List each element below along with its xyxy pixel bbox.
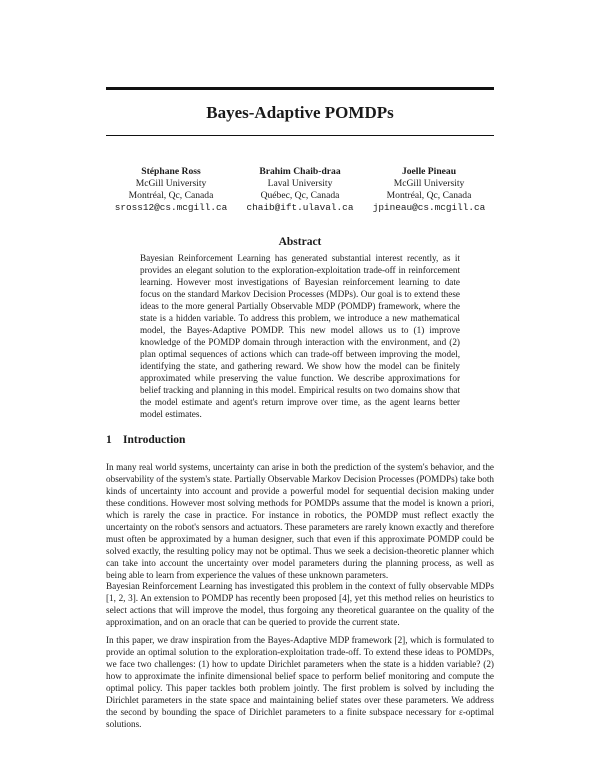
author-location: Montréal, Qc, Canada (386, 190, 472, 201)
title-bottom-rule (106, 135, 494, 136)
top-rule (106, 87, 494, 90)
author-name: Joelle Pineau (401, 166, 457, 177)
author-block (106, 166, 236, 214)
author-email: jpineau@cs.mcgill.ca (372, 202, 486, 213)
author-name: Stéphane Ross (141, 166, 201, 177)
section-heading (106, 434, 185, 446)
author-affiliation: McGill University (135, 178, 207, 189)
author-affiliation: McGill University (393, 178, 465, 189)
section-title: Introduction (123, 434, 186, 446)
author-email: sross12@cs.mcgill.ca (114, 202, 228, 213)
author-location: Québec, Qc, Canada (260, 190, 340, 201)
author-email: chaib@ift.ulaval.ca (246, 202, 354, 213)
author-block (364, 166, 494, 214)
intro-paragraph: In this paper, we draw inspiration from the Bayes-Adaptive MDP framework [2], which is formulated to provide an optimal solution to the exploration-exploitation trade-off. To extend these ideas to POMDPs, we face two challenges: (1) how to update Dirichlet parameters when the state is a hidden variable? (2) how to approximate the infinite dimensional belief space to perform belief monitoring and compute the optimal policy. This paper tackles both problem jointly. The first problem is solved by including the Dirichlet parameters in the state space and maintaining belief states over these parameters. We address the second by bounding the space of Dirichlet parameters to a finite subspace necessary for ε-optimal solutions. (106, 635, 494, 729)
section-number: 1 (106, 434, 112, 446)
author-name: Brahim Chaib-draa (259, 166, 341, 177)
intro-paragraph: Bayesian Reinforcement Learning has investigated this problem in the context of fully observable MDPs [1, 2, 3]. An extension to POMDP has recently been proposed [4], yet this method relies on heuristics to select actions that will improve the model, thus forgoing any theoretical guarantee on the quality of the approximation, and on an oracle that can be queried to provide the current state. (106, 581, 494, 627)
author-affiliation: Laval University (267, 178, 333, 189)
author-block (237, 166, 363, 214)
paper-title: Bayes-Adaptive POMDPs (206, 103, 394, 122)
intro-paragraph: In many real world systems, uncertainty can arise in both the prediction of the system's behavior, and the observability of the system's state. Partially Observable Markov Decision Processes (POMDPs) take both kinds of uncertainty into account and provide a powerful model for sequential decision making under these conditions. However most solving methods for POMDPs assume that the model is known a priori, which is rarely the case in practice. For instance in robotics, the POMDP must reflect exactly the uncertainty on the robot's sensors and actuators. These parameters are rarely known exactly and therefore must often be approximated by a human designer, such that even if this approximate POMDP could be solved exactly, the resulting policy may not be optimal. Thus we seek a decision-theoretic planner which can take into account the uncertainty over model parameters during the planning process, as well as being able to learn from experience the values of these unknown parameters. (106, 462, 494, 580)
author-location: Montréal, Qc, Canada (128, 190, 214, 201)
abstract-heading: Abstract (278, 236, 322, 248)
abstract-text: Bayesian Reinforcement Learning has generated substantial interest recently, as it provides an elegant solution to the exploration-exploitation trade-off in reinforcement learning. However most investigations of Bayesian reinforcement learning to date focus on the standard Markov Decision Processes (MDPs). Our goal is to extend these ideas to the more general Partially Observable MDP (POMDP) framework, where the state is a hidden variable. To address this problem, we introduce a new mathematical model, the Bayes-Adaptive POMDP. This new model allows us to (1) improve knowledge of the POMDP domain through interaction with the environment, and (2) plan optimal sequences of actions which can trade-off between improving the model, identifying the state, and gathering reward. We show how the model can be finitely approximated while preserving the value function. We describe approximations for belief tracking and planning in this model. Empirical results on two domains show that the model estimate and agent's return improve over time, as the agent learns better model estimates. (140, 253, 460, 419)
